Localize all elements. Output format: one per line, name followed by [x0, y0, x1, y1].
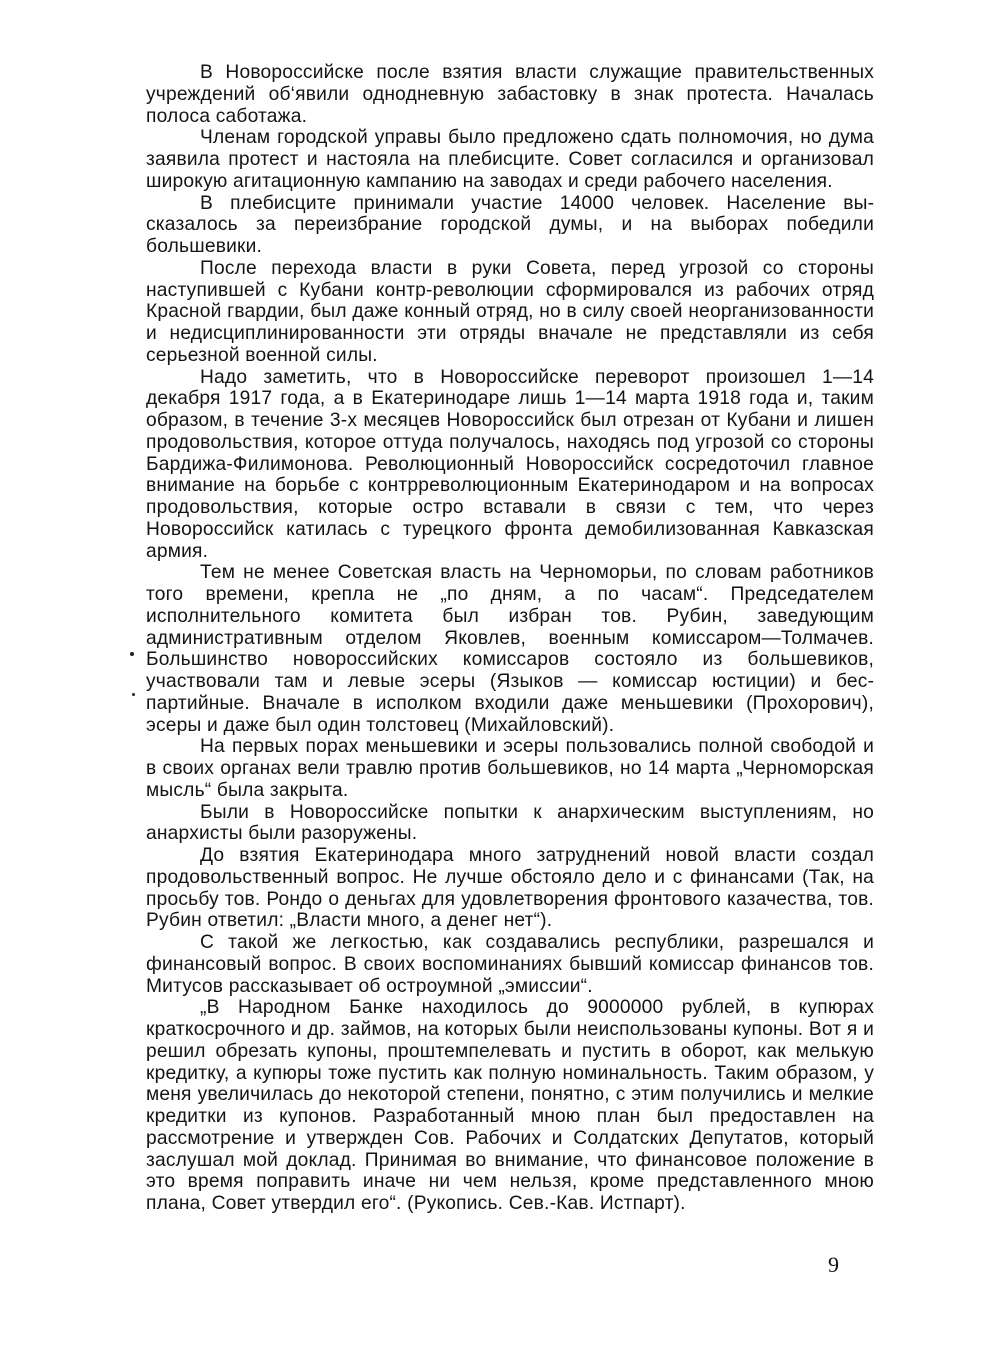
paragraph-10: С такой же легкостью, как создавались республики, разрешался и финансовый вопрос. В своих воспоминаниях бывший комиссар финансов тов. Митусов рассказывает об остроумной „эмиссии“.	[146, 932, 874, 997]
paragraph-8: Были в Новороссийске попытки к анархическим выступлениям, но анархисты были разоружены.	[146, 801, 874, 845]
margin-mark	[130, 652, 134, 656]
paragraph-4: После перехода власти в руки Совета, перед угрозой со стороны наступившей с Кубани контр-революции сформировался из рабочих отряд Красной гвардии, был даже конный отряд, но в силу своей неорганизованности и недисциплинированности эти отряды вначале не представляли из себя серьезной военной силы.	[146, 257, 874, 366]
margin-mark	[132, 693, 135, 696]
paragraph-9: До взятия Екатеринодара много затруднений новой власти создал продовольственный вопрос. Не лучше обстояло дело и с финансами (Так, на просьбу тов. Рондо о деньгах для удовлетворения фронтового казачества, тов. Рубин ответил: „Власти много, а денег нет“).	[146, 845, 874, 932]
paragraph-5: Надо заметить, что в Новороссийске переворот произошел 1—14 декабря 1917 года, а в Екатеринодаре лишь 1—14 марта 1918 года и, таким образом, в течение 3-х месяцев Новороссийск был отрезан от Кубани и лишен продовольствия, которое оттуда получалось, находясь под угрозой со стороны Бардижа-Филимонова. Революционный Новороссийск сосредоточил главное внимание на борьбе с контрреволюционным Екатеринодаром и на вопросах продовольствия, которые остро вставали в связи с тем, что через Новороссийск катилась с турецкого фронта демобилизованная Кавказская армия.	[146, 366, 874, 562]
paragraph-3: В плебисците принимали участие 14000 человек. Население высказалось за переизбрание городской думы, и на выборах победили большевики.	[146, 192, 874, 257]
page-number: 9	[828, 1252, 839, 1277]
body-text	[146, 62, 874, 1215]
paragraph-7: На первых порах меньшевики и эсеры пользовались полной свободой и в своих органах вели травлю против большевиков, но 14 марта „Черноморская мысль“ была закрыта.	[146, 736, 874, 801]
paragraph-6: Тем не менее Советская власть на Черноморьи, по словам работников того времени, крепла не „по дням, а по часам“. Председателем исполнительного комитета был избран тов. Рубин, заведующим административным отделом Яковлев, военным комиссаром—Толмачев. Большинство новороссийских комиссаров состояло из большевиков, участвовали там и левые эсеры (Языков — комиссар юстиции) и беспартийные. Вначале в исполком входили даже меньшевики (Прохорович), эсеры и даже был один толстовец (Михайловский).	[146, 562, 874, 736]
paragraph-11: „В Народном Банке находилось до 9000000 рублей, в купюрах краткосрочного и др. займов, на которых были неиспользованы купоны. Вот я и решил обрезать купоны, проштемпелевать и пустить в оборот, как мелькую кредитку, а купюры тоже пустить как полную номинальность. Таким образом, у меня увеличилась до некоторой степени, понятно, с этим получились и мелкие кредитки из купонов. Разработанный мною план был предоставлен на рассмотрение и утвержден Сов. Рабочих и Солдатских Депутатов, который заслушал мой доклад. Принимая во внимание, что финансовое положение в это время поправить иначе ни чем нельзя, кроме представленного мною плана, Совет утвердил его“. (Рукопись. Сев.-Кав. Истпарт).	[146, 997, 874, 1214]
paragraph-2: Членам городской управы было предложено сдать полномочия, но дума заявила протест и настояла на плебисците. Совет согласился и организовал широкую агитационную кампанию на заводах и среди рабочего населения.	[146, 127, 874, 192]
paragraph-1: В Новороссийске после взятия власти служащие правительственных учреждений об‘явили однодневную забастовку в знак протеста. Началась полоса саботажа.	[146, 62, 874, 127]
